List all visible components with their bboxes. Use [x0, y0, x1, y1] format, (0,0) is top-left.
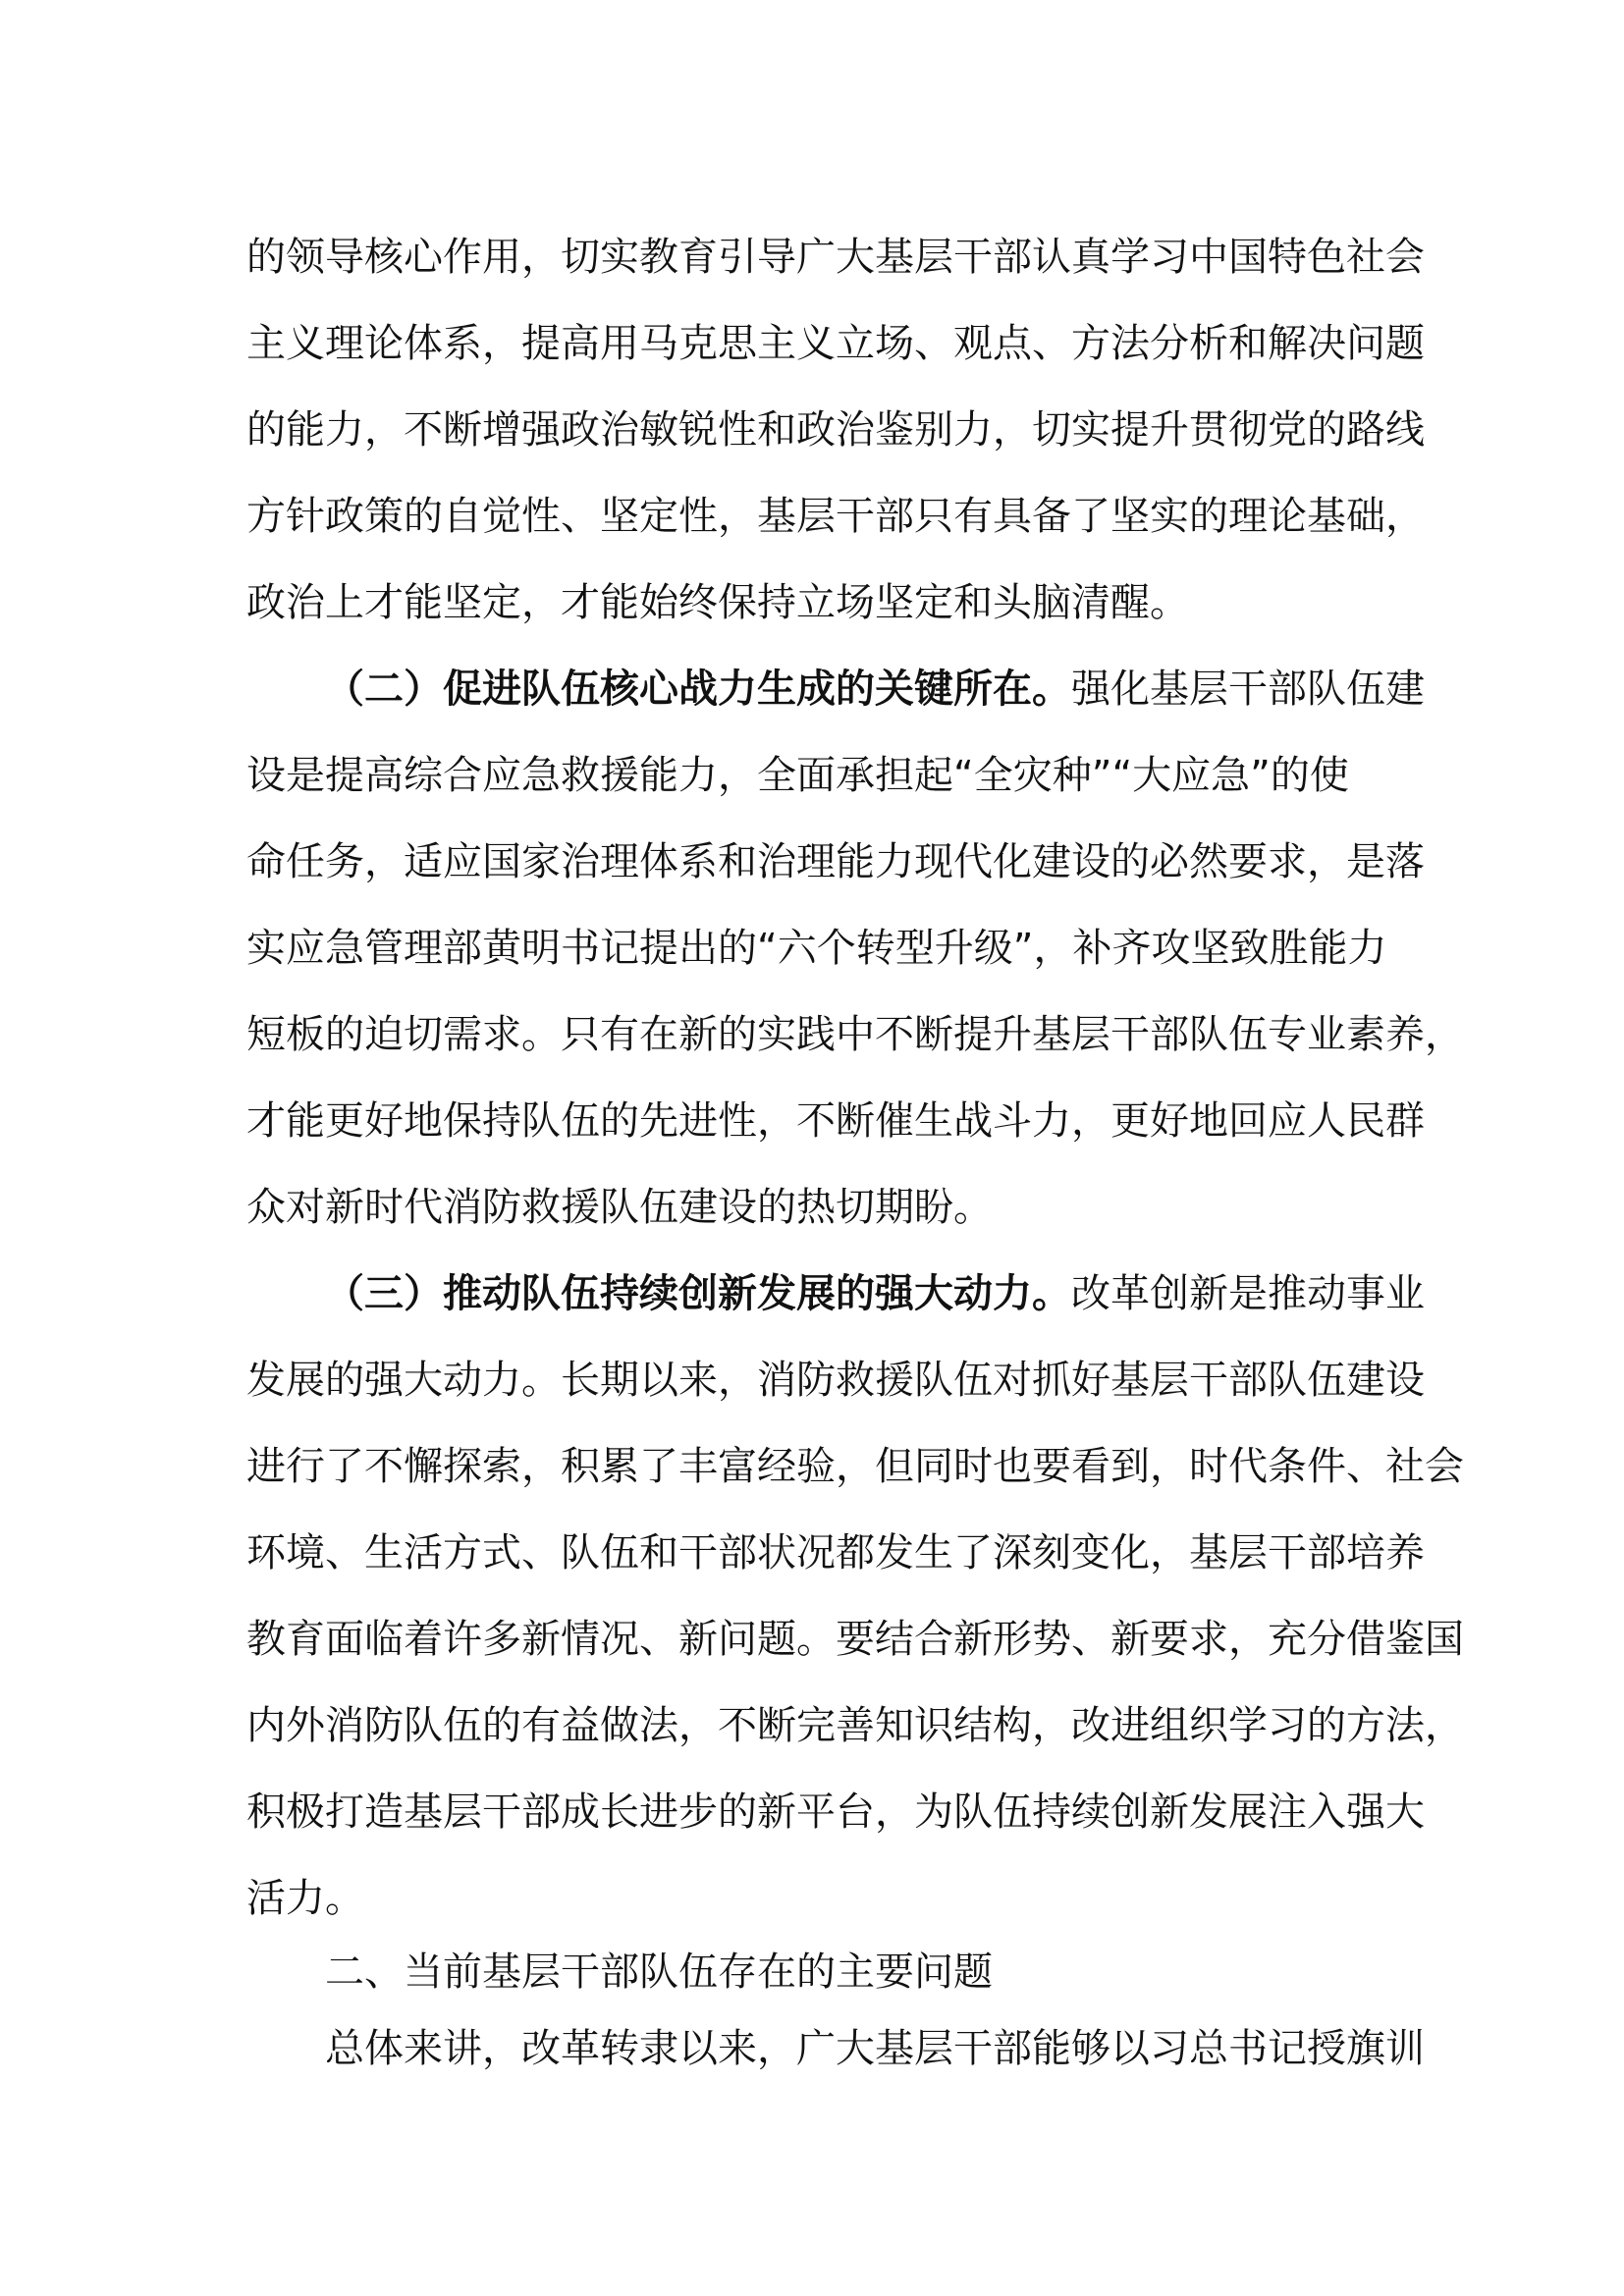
chapter-two-heading: 二、当前基层干部队伍存在的主要问题 — [325, 1949, 993, 1995]
text-line: 才能更好地保持队伍的先进性，不断催生战斗力，更好地回应人民群 — [246, 1098, 1425, 1144]
text-line: 发展的强大动力。长期以来，消防救援队伍对抓好基层干部队伍建设 — [246, 1358, 1425, 1403]
text-line: 短板的迫切需求。只有在新的实践中不断提升基层干部队伍专业素养， — [246, 1012, 1464, 1057]
section-two-heading: （二）促进队伍核心战力生成的关键所在。 — [325, 667, 1071, 712]
text-line: 主义理论体系，提高用马克思主义立场、观点、方法分析和解决问题 — [246, 321, 1425, 366]
text-line: 实应急管理部黄明书记提出的“六个转型升级”，补齐攻坚致胜能力 — [246, 926, 1387, 971]
text-line: 教育面临着许多新情况、新问题。要结合新形势、新要求，充分借鉴国 — [246, 1617, 1464, 1662]
text-line: 政治上才能坚定，才能始终保持立场坚定和头脑清醒。 — [246, 580, 1189, 625]
section-three-first-line — [325, 1264, 1425, 1323]
text-line: 活力。 — [246, 1876, 364, 1921]
text-line: 命任务，适应国家治理体系和治理能力现代化建设的必然要求，是落 — [246, 839, 1425, 884]
text-line: 众对新时代消防救援队伍建设的热切期盼。 — [246, 1185, 993, 1230]
text-line: 内外消防队伍的有益做法，不断完善知识结构，改进组织学习的方法， — [246, 1703, 1464, 1748]
text-line: 总体来讲，改革转隶以来，广大基层干部能够以习总书记授旗训 — [325, 2026, 1425, 2071]
text-line: 的领导核心作用，切实教育引导广大基层干部认真学习中国特色社会 — [246, 235, 1425, 280]
text-line: 环境、生活方式、队伍和干部状况都发生了深刻变化，基层干部培养 — [246, 1530, 1425, 1575]
section-two-text: 强化基层干部队伍建 — [1071, 667, 1425, 712]
text-line: 方针政策的自觉性、坚定性，基层干部只有具备了坚实的理论基础， — [246, 494, 1425, 539]
text-line: 的能力，不断增强政治敏锐性和政治鉴别力，切实提升贯彻党的路线 — [246, 407, 1425, 453]
section-three-text: 改革创新是推动事业 — [1071, 1271, 1425, 1316]
section-two-first-line — [325, 660, 1425, 719]
text-line: 设是提高综合应急救援能力，全面承担起“全灾种”“大应急”的使 — [246, 753, 1349, 798]
text-line: 积极打造基层干部成长进步的新平台，为队伍持续创新发展注入强大 — [246, 1789, 1425, 1835]
text-line: 进行了不懈探索，积累了丰富经验，但同时也要看到，时代条件、社会 — [246, 1444, 1464, 1489]
section-three-heading: （三）推动队伍持续创新发展的强大动力。 — [325, 1271, 1071, 1316]
